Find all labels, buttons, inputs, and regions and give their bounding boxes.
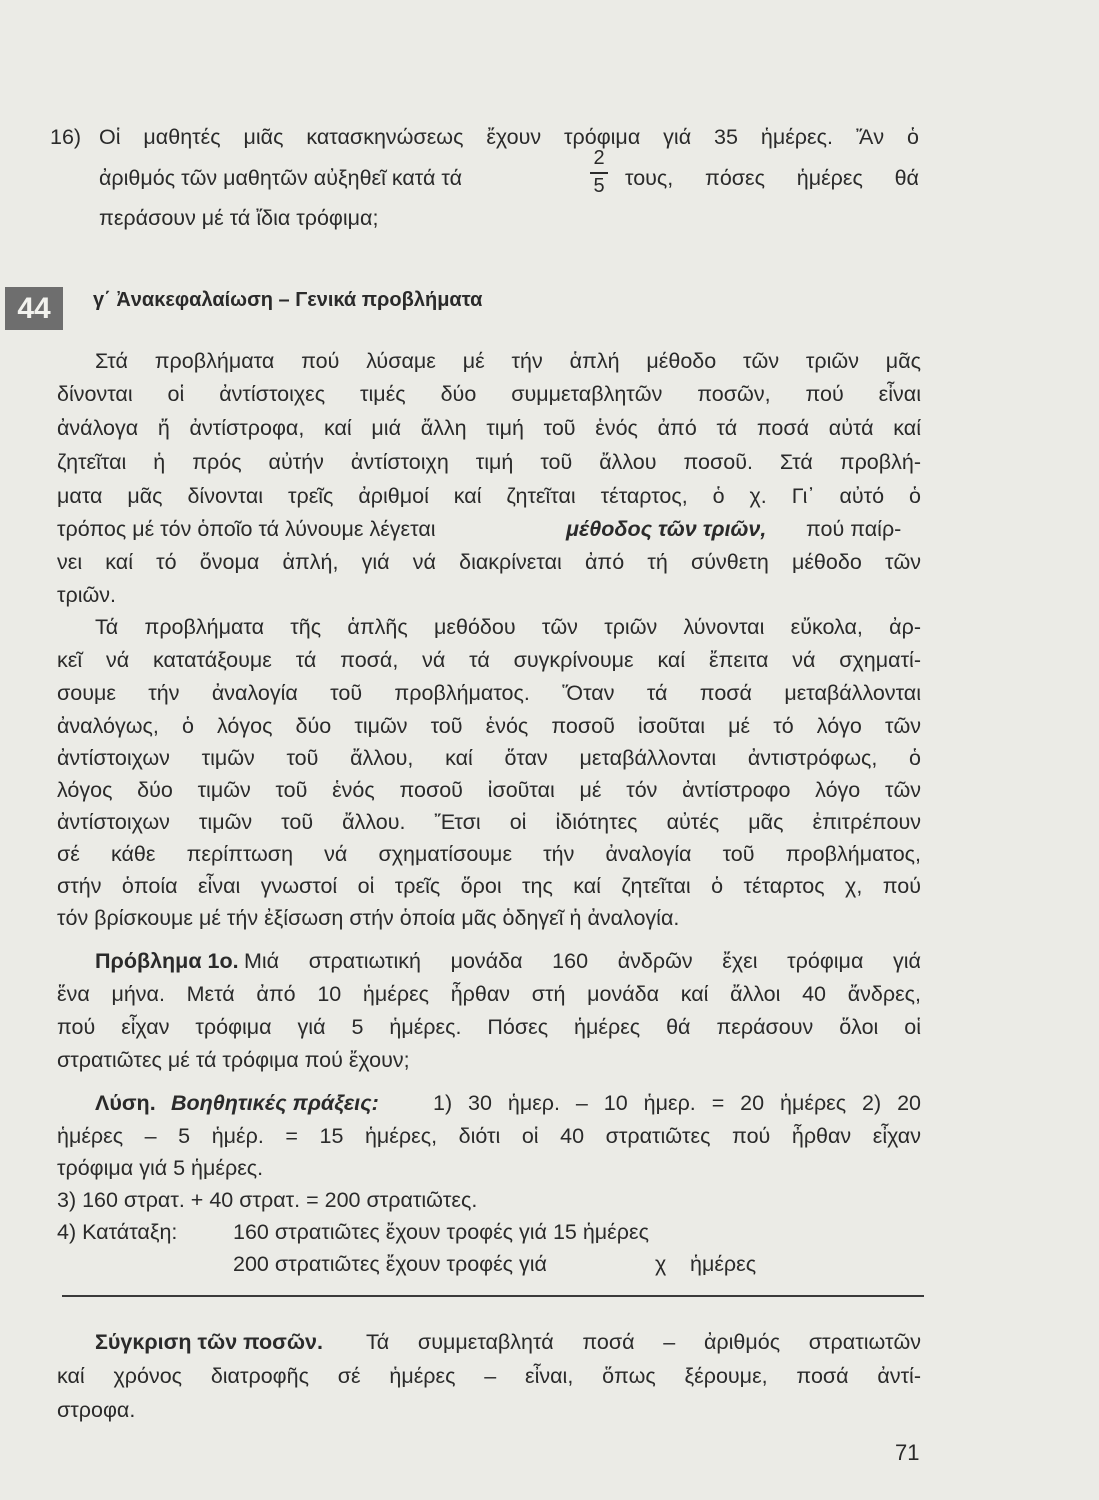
paragraph-line: Στά προβλήματα πού λύσαμε μέ τήν ἁπλή μέθοδο τῶν τριῶν μᾶς bbox=[95, 349, 921, 373]
fraction-numerator: 2 bbox=[593, 147, 605, 169]
solution-line: τρόφιμα γιά 5 ἡμέρες. bbox=[57, 1156, 264, 1180]
solution-line: 3) 160 στρατ. + 40 στρατ. = 200 στρατιῶτες. bbox=[57, 1188, 478, 1212]
paragraph-line: ἀντίστοιχων τιμῶν τοῦ ἄλλου. Ἔτσι οἱ ἰδιότητες αὐτές μᾶς ἐπιτρέπουν bbox=[57, 810, 921, 834]
exercise-line: ἀριθμός τῶν μαθητῶν αὐξηθεῖ κατά τά bbox=[99, 166, 463, 190]
section-badge: 44 bbox=[5, 287, 63, 330]
problem-line: ἕνα μήνα. Μετά ἀπό 10 ἡμέρες ἦρθαν στή μονάδα καί ἄλλοι 40 ἄνδρες, bbox=[57, 982, 921, 1006]
page-number: 71 bbox=[895, 1440, 920, 1465]
classification-unit: ἡμέρες bbox=[690, 1252, 757, 1276]
comparison-line: καί χρόνος διατροφῆς σέ ἡμέρες – εἶναι, ὅπως ξέρουμε, ποσά ἀντί- bbox=[57, 1364, 921, 1388]
comparison-line: Τά συμμεταβλητά ποσά – ἀριθμός στρατιωτῶν bbox=[366, 1330, 921, 1354]
paragraph-line: τόν βρίσκουμε μέ τήν ἐξίσωση στήν ὁποία μᾶς ὁδηγεῖ ἡ ἀναλογία. bbox=[57, 906, 680, 930]
classification-row: 160 στρατιῶτες ἔχουν τροφές γιά 15 ἡμέρες bbox=[233, 1220, 649, 1244]
paragraph-line: ἀντίστοιχων τιμῶν τοῦ ἄλλου, καί ὅταν μεταβάλλονται ἀντιστρόφως, ὁ bbox=[57, 746, 921, 770]
paragraph-line: Τά προβλήματα τῆς ἁπλῆς μεθόδου τῶν τριῶν λύνονται εὔκολα, ἀρ- bbox=[95, 615, 921, 639]
section-title: γ΄ Ἀνακεφαλαίωση – Γενικά προβλήματα bbox=[93, 289, 483, 311]
paragraph-line-start: τρόπος μέ τόν ὁποῖο τά λύνουμε λέγεται bbox=[57, 517, 436, 541]
classification-row: 200 στρατιῶτες ἔχουν τροφές γιά bbox=[233, 1252, 547, 1276]
paragraph-line: σέ κάθε περίπτωση νά σχηματίσουμε τήν ἀναλογία τοῦ προβλήματος, bbox=[57, 842, 921, 866]
classification-label: 4) Κατάταξη: bbox=[57, 1220, 178, 1244]
divider-rule bbox=[62, 1295, 924, 1297]
solution-sublabel: Βοηθητικές πράξεις: bbox=[171, 1091, 379, 1115]
comparison-label: Σύγκριση τῶν ποσῶν. bbox=[95, 1330, 323, 1354]
paragraph-line: δίνονται οἱ ἀντίστοιχες τιμές δύο συμμεταβλητῶν ποσῶν, πού εἶναι bbox=[57, 382, 921, 406]
problem-line: πού εἶχαν τρόφιμα γιά 5 ἡμέρες. Πόσες ἡμέρες θά περάσουν ὅλοι οἱ bbox=[57, 1015, 921, 1039]
paragraph-line-end: πού παίρ- bbox=[806, 517, 902, 541]
emphasis-term: μέθοδος τῶν τριῶν, bbox=[566, 517, 767, 541]
comparison-line: στροφα. bbox=[57, 1398, 136, 1422]
solution-label: Λύση. bbox=[95, 1091, 156, 1115]
problem-label: Πρόβλημα 1ο. bbox=[95, 949, 239, 973]
paragraph-line: στήν ὁποία εἶναι γνωστοί οἱ τρεῖς ὅροι της καί ζητεῖται ὁ τέταρτος χ, πού bbox=[57, 874, 921, 898]
paragraph-line: σουμε τήν ἀναλογία τοῦ προβλήματος. Ὅταν τά ποσά μεταβάλλονται bbox=[57, 681, 921, 705]
fraction-denominator: 5 bbox=[593, 175, 605, 197]
exercise-line: Οἱ μαθητές μιᾶς κατασκηνώσεως ἔχουν τρόφιμα γιά 35 ἡμέρες. Ἄν ὁ bbox=[99, 125, 919, 149]
paragraph-line: τριῶν. bbox=[57, 583, 117, 607]
paragraph-line: κεῖ νά κατατάξουμε τά ποσά, νά τά συγκρίνουμε καί ἔπειτα νά σχηματί- bbox=[57, 648, 921, 672]
exercise-line: τους, πόσες ἡμέρες θά bbox=[625, 166, 919, 190]
problem-line: στρατιῶτες μέ τά τρόφιμα πού ἔχουν; bbox=[57, 1048, 410, 1072]
paragraph-line: ἀναλόγως, ὁ λόγος δύο τιμῶν τοῦ ἑνός ποσοῦ ἰσοῦται μέ τό λόγο τῶν bbox=[57, 714, 921, 738]
paragraph-line: ἀνάλογα ἤ ἀντίστροφα, καί μιά ἄλλη τιμή τοῦ ἑνός ἀπό τά ποσά αὐτά καί bbox=[57, 416, 921, 440]
paragraph-line: νει καί τό ὄνομα ἁπλή, γιά νά διακρίνεται ἀπό τή σύνθετη μέθοδο τῶν bbox=[57, 550, 921, 574]
problem-line: Μιά στρατιωτική μονάδα 160 ἀνδρῶν ἔχει τρόφιμα γιά bbox=[244, 949, 921, 973]
solution-line: ἡμέρες – 5 ἡμέρ. = 15 ἡμέρες, διότι οἱ 40 στρατιῶτες πού ἦρθαν εἶχαν bbox=[57, 1124, 921, 1148]
exercise-line: περάσουν μέ τά ἴδια τρόφιμα; bbox=[99, 206, 379, 230]
fraction-bar bbox=[590, 172, 608, 174]
paragraph-line: λόγος δύο τιμῶν τοῦ ἑνός ποσοῦ ἰσοῦται μέ τόν ἀντίστροφο λόγο τῶν bbox=[57, 778, 921, 802]
unknown-x: χ bbox=[655, 1252, 667, 1276]
exercise-number: 16) bbox=[50, 125, 82, 149]
paragraph-line: ματα μᾶς δίνονται τρεῖς ἀριθμοί καί ζητεῖται τέταρτος, ὁ χ. Γι᾽ αὐτό ὁ bbox=[57, 484, 921, 508]
solution-line: 1) 30 ἡμερ. – 10 ἡμερ. = 20 ἡμέρες 2) 20 bbox=[433, 1091, 921, 1115]
paragraph-line: ζητεῖται ἡ πρός αὐτήν ἀντίστοιχη τιμή τοῦ ἄλλου ποσοῦ. Στά προβλή- bbox=[57, 450, 921, 474]
